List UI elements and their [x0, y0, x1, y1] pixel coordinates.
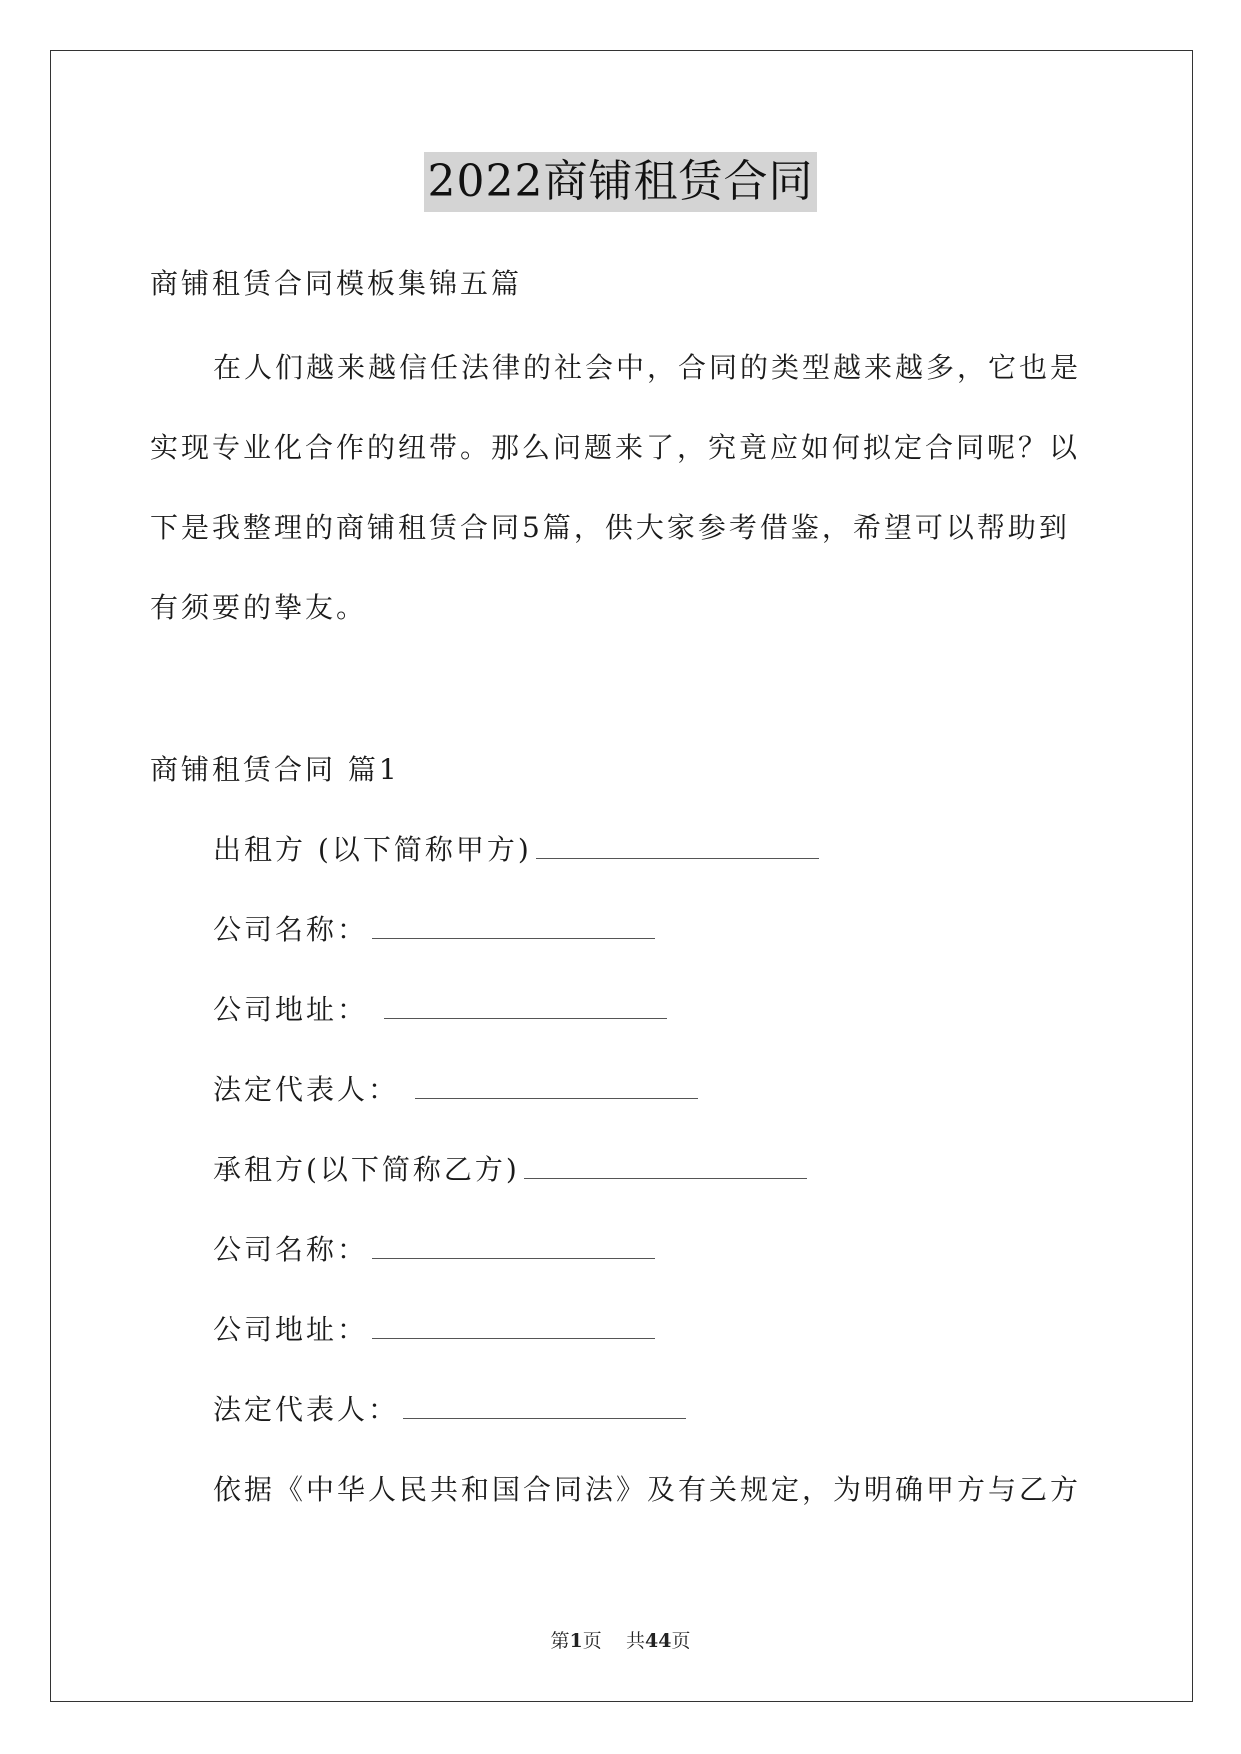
- title-container: [0, 152, 1241, 212]
- page-prefix: 第: [550, 1630, 570, 1652]
- field-label: 承租方(以下简称乙方): [213, 1153, 520, 1186]
- field-lessee-company-name: [213, 1230, 655, 1270]
- document-title: 2022商铺租赁合同: [424, 152, 818, 212]
- blank-line: [372, 1234, 655, 1259]
- blank-line: [524, 1154, 807, 1179]
- closing-line: 依据《中华人民共和国合同法》及有关规定，为明确甲方与乙方: [213, 1473, 1082, 1506]
- section-heading: 商铺租赁合同 篇1: [150, 753, 400, 786]
- total-prefix: 共: [625, 1630, 645, 1652]
- field-label: 公司名称：: [213, 1233, 369, 1266]
- field-lessor-company-address: [213, 990, 667, 1030]
- field-label: 法定代表人：: [213, 1393, 400, 1426]
- blank-line: [403, 1394, 686, 1419]
- field-lessee-legal-rep: [213, 1390, 686, 1430]
- total-suffix: 页: [671, 1630, 691, 1652]
- field-label: 公司名称：: [213, 913, 369, 946]
- page-footer: [0, 1628, 1241, 1654]
- field-lessor: [213, 830, 819, 870]
- blank-line: [536, 834, 819, 859]
- blank-line: [372, 914, 655, 939]
- intro-line-1: 在人们越来越信任法律的社会中，合同的类型越来越多，它也是: [213, 351, 1082, 384]
- page-number: 1: [569, 1630, 583, 1652]
- field-lessee-company-address: [213, 1310, 655, 1350]
- blank-line: [372, 1314, 655, 1339]
- blank-line: [384, 994, 667, 1019]
- blank-line: [415, 1074, 698, 1099]
- field-label: 公司地址：: [213, 993, 380, 1026]
- document-subtitle: 商铺租赁合同模板集锦五篇: [150, 267, 523, 300]
- field-label: 出租方 (以下简称甲方): [213, 833, 532, 866]
- field-lessor-company-name: [213, 910, 655, 950]
- field-lessor-legal-rep: [213, 1070, 698, 1110]
- intro-line-2: 实现专业化合作的纽带。那么问题来了，究竟应如何拟定合同呢？以: [150, 431, 1081, 464]
- field-label: 公司地址：: [213, 1313, 369, 1346]
- field-label: 法定代表人：: [213, 1073, 411, 1106]
- page-suffix: 页: [582, 1630, 602, 1652]
- total-pages: 44: [644, 1630, 672, 1652]
- field-lessee: [213, 1150, 807, 1190]
- intro-line-4: 有须要的挚友。: [150, 591, 368, 624]
- intro-line-3: 下是我整理的商铺租赁合同5篇，供大家参考借鉴，希望可以帮助到: [150, 511, 1070, 544]
